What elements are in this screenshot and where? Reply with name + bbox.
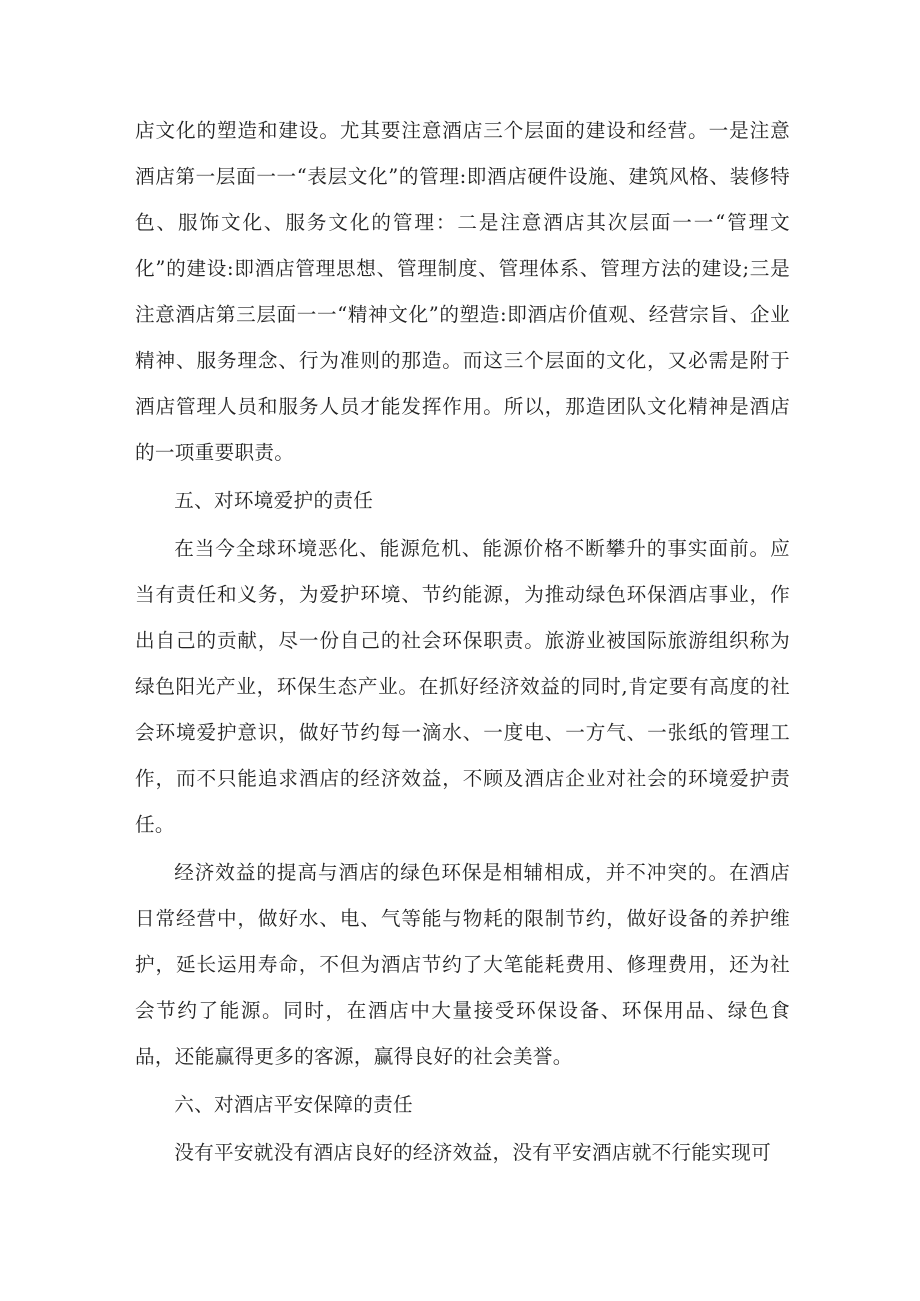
section-heading-environment: 五、对环境爱护的责任 [174,489,374,512]
paragraph-economic-green: 经济效益的提高与酒店的绿色环保是相辅相成，并不冲突的。在酒店日常经营中，做好水、电、气等能与物耗的限制节约，做好设备的养护维护，延长运用寿命，不但为酒店节约了大笔能耗费用、修理费用，还为社会节约了能源。同时，在酒店中大量接受环保设备、环保用品、绿色食品，还能赢得更多的客源，赢得良好的社会美誉。 [135,861,790,1068]
document-body [135,108,790,1176]
paragraph-safety: 没有平安就没有酒店良好的经济效益，没有平安酒店就不行能实现可 [174,1141,771,1164]
section-heading-safety: 六、对酒店平安保障的责任 [174,1093,413,1116]
paragraph-hotel-culture: 店文化的塑造和建设。尤其要注意酒店三个层面的建设和经营。一是注意酒店第一层面一一“表层文化”的管理:即酒店硬件设施、建筑风格、装修特色、服饰文化、服务文化的管理：二是注意酒店其次层面一一“管理文化”的建设:即酒店管理思想、管理制度、管理体系、管理方法的建设;三是注意酒店第三层面一一“精神文化”的塑造:即酒店价值观、经营宗旨、企业精神、服务理念、行为准则的那造。而这三个层面的文化，又必需是附于酒店管理人员和服务人员才能发挥作用。所以，那造团队文化精神是酒店的一项重要职责。 [135,119,790,464]
paragraph-environment-responsibility: 在当今全球环境恶化、能源危机、能源价格不断攀升的事实面前。应当有责任和义务，为爱护环境、节约能源，为推动绿色环保酒店事业，作出自己的贡献，尽一份自己的社会环保职责。旅游业被国际旅游组织称为绿色阳光产业，环保生态产业。在抓好经济效益的同时,肯定要有高度的社会环境爱护意识，做好节约每一滴水、一度电、一方气、一张纸的管理工作，而不只能追求酒店的经济效益，不顾及酒店企业对社会的环境爱护责任。 [135,537,790,836]
